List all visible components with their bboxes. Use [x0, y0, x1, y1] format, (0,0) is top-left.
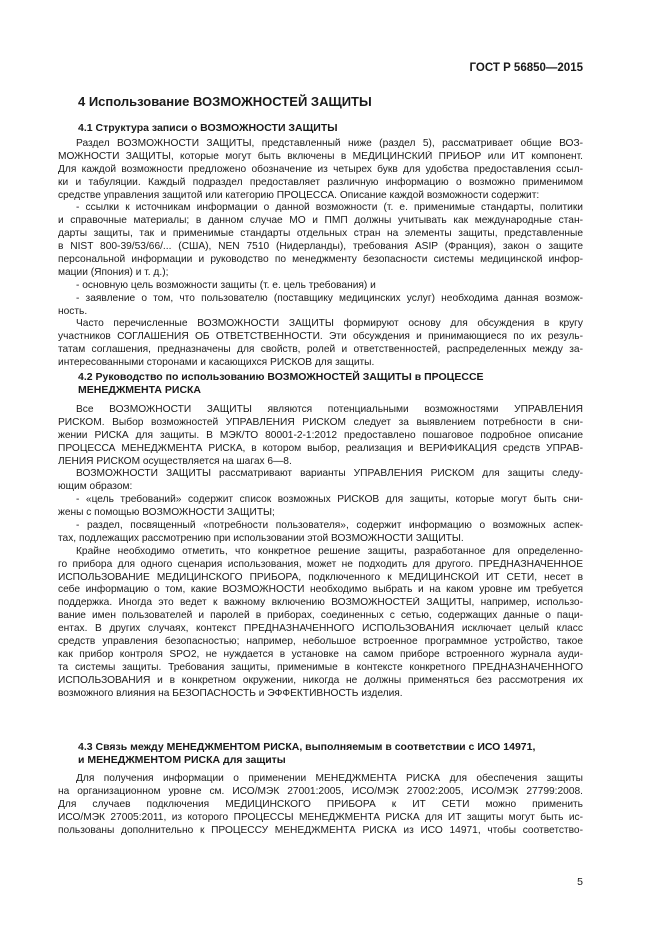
text-line: ентах. В других случаях, контекст ПРЕДНАЗНАЧЕННОГО ИСПОЛЬЗОВАНИЯ исключает целый класс: [58, 623, 583, 635]
text-line: Для случаев подключения МЕДИЦИНСКОГО ПРИБОРА к ИТ СЕТИ можно применить: [58, 798, 583, 810]
text-line: МОЖНОСТИ ЗАЩИТЫ, которые могут быть включены в МЕДИЦИНСКИЙ ПРИБОР или ИТ компонент.: [58, 150, 583, 162]
text-line: го прибора для одного сценария использования, может не подходить для другого. ПРЕДНАЗНАЧЕННОЕ: [58, 558, 583, 570]
text-line: - основную цель возможности защиты (т. е. цель требования) и: [76, 279, 376, 291]
text-line: в NIST 800-39/53/66/... (США), NEN 7510 (Нидерланды), требования ASIP (Франция), закон о защите: [58, 241, 583, 253]
text-line: ИСПОЛЬЗОВАНИЕ МЕДИЦИНСКОГО ПРИБОРА, подключенного к МЕДИЦИНСКОЙ ИТ СЕТИ, несет в: [58, 571, 583, 583]
text-line: жении РИСКА для защиты. В МЭК/ТО 80001-2-1:2012 предоставлено пошаговое подробное описание: [58, 429, 583, 441]
text-line: ЛЕНИЯ РИСКОМ осуществляется на шагах 6—8.: [58, 455, 292, 467]
subsection-heading-4-2-line2: МЕНЕДЖМЕНТА РИСКА: [78, 384, 202, 396]
text-line: Для каждой возможности предложено обозначение из четырех букв для удобства предоставления ссыл-: [58, 163, 583, 175]
text-line: тах, подлежащих рассмотрению при использовании этой ВОЗМОЖНОСТИ ЗАЩИТЫ.: [58, 532, 464, 544]
text-line: мации (Япония) и т. д.);: [58, 266, 169, 278]
text-line: интересованными сторонами и касающихся РИСКОВ для защиты.: [58, 357, 375, 369]
text-line: ПРОЦЕССА МЕНЕДЖМЕНТА РИСКА, в котором выбор, реализация и ВЕРИФИКАЦИЯ средств УПРАВ-: [58, 442, 583, 454]
subsection-4-1-body: [58, 138, 583, 370]
subsection-heading-4-2: [78, 371, 484, 397]
text-line: Часто перечисленные ВОЗМОЖНОСТИ ЗАЩИТЫ формируют основу для обсуждения в кругу: [76, 318, 583, 330]
text-line: и справочные материалы; в данном случае МО и ПМП должны учитывать как международные стан-: [58, 215, 583, 227]
page-number: 5: [577, 876, 583, 888]
text-line: РИСКОМ. Выбор возможностей УПРАВЛЕНИЯ РИСКОМ следует за выявлением потребности в сни-: [58, 416, 583, 428]
text-line: участников СОГЛАШЕНИЯ ОБ ОТВЕТСТВЕННОСТИ. Эти обсуждения и принимающиеся по их резуль-: [58, 331, 583, 343]
text-line: средстве управления защитой или категорию ПРОЦЕССА. Описание каждой возможности содержит:: [58, 189, 540, 201]
text-line: как прибор контроля SPO2, не нуждается в установке на самом приборе встроенного журнала ауди-: [58, 648, 583, 660]
text-line: ки и табуляции. Каждый подраздел предоставляет различную информацию о возможно применимом: [58, 176, 583, 188]
text-line: вание имен пользователей и паролей в приборах, соединенных с сетью, содержащих данные о паци-: [58, 610, 583, 622]
subsection-4-2-body: [58, 404, 583, 700]
text-line: татам соглашения, предназначены для свойств, ролей и ответственностей, распределенных между за-: [58, 344, 583, 356]
text-line: ность.: [58, 305, 88, 317]
text-line: персональной информации и руководство по менеджменту безопасности системы медицинской инфор-: [58, 254, 583, 266]
text-line: пользованы дополнительно к ПРОЦЕССУ МЕНЕДЖМЕНТА РИСКА из ИСО 14971, чтобы соответство-: [58, 824, 583, 836]
text-line: Для получения информации о применении МЕНЕДЖМЕНТА РИСКА для обеспечения защиты: [76, 773, 583, 784]
standard-designation: ГОСТ Р 56850—2015: [469, 62, 583, 74]
text-line: та системы защиты. Требования защиты, применимые в контексте конкретного ПРЕДНАЗНАЧЕННОГО: [58, 661, 583, 673]
subsection-4-3-body: [58, 773, 583, 837]
text-line: на организационном уровне см. ИСО/МЭК 27001:2005, ИСО/МЭК 27002:2005, ИСО/МЭК 27799:2008.: [58, 785, 583, 797]
section-title: 4 Использование ВОЗМОЖНОСТЕЙ ЗАЩИТЫ: [78, 94, 372, 109]
subsection-heading-4-3-line1: 4.3 Связь между МЕНЕДЖМЕНТОМ РИСКА, выполняемым в соответствии с ИСО 14971,: [78, 741, 536, 753]
subsection-heading-4-3: [78, 741, 535, 767]
text-line: дарты защиты, так и применимые стандарты отдельных стран на элементы защиты, представленные: [58, 228, 583, 240]
text-line: Раздел ВОЗМОЖНОСТИ ЗАЩИТЫ, представленный ниже (раздел 5), рассматривает общие ВОЗ-: [76, 138, 583, 149]
text-line: жены с помощью ВОЗМОЖНОСТИ ЗАЩИТЫ;: [58, 507, 275, 519]
text-line: - раздел, посвященный «потребности пользователя», содержит информацию о возможных аспек-: [76, 520, 583, 532]
text-line: - «цель требований» содержит список возможных РИСКОВ для защиты, которые могут быть сни-: [76, 494, 583, 506]
subsection-heading-4-3-line2: и МЕНЕДЖМЕНТОМ РИСКА для защиты: [78, 754, 286, 766]
text-line: поддержка. Иногда это ведет к важному включению ВОЗМОЖНОСТЕЙ ЗАЩИТЫ, например, использо-: [58, 597, 583, 609]
text-line: возможного влияния на БЕЗОПАСНОСТЬ и ЭФФЕКТИВНОСТЬ изделия.: [58, 687, 403, 699]
text-line: Все ВОЗМОЖНОСТИ ЗАЩИТЫ являются потенциальными возможностями УПРАВЛЕНИЯ: [76, 404, 583, 415]
text-line: ющим образом:: [58, 481, 133, 493]
subsection-heading-4-2-line1: 4.2 Руководство по использованию ВОЗМОЖНОСТЕЙ ЗАЩИТЫ в ПРОЦЕССЕ: [78, 371, 484, 383]
text-line: ИСО/МЭК 27005:2011, из которого ПРОЦЕССЫ МЕНЕДЖМЕНТА РИСКА для ИТ защиты могут быть ис-: [58, 811, 583, 823]
text-line: средств управления безопасностью; например, небольшое встроенное программное устройство, такое: [58, 636, 583, 648]
text-line: ИСПОЛЬЗОВАНИЯ и в конкретном окружении, никогда не должны применяться без рассмотрения их: [58, 674, 583, 686]
subsection-heading-4-1: 4.1 Структура записи о ВОЗМОЖНОСТИ ЗАЩИТЫ: [78, 122, 338, 134]
text-line: ВОЗМОЖНОСТИ ЗАЩИТЫ рассматривают варианты УПРАВЛЕНИЯ РИСКОМ для защиты следу-: [76, 468, 583, 480]
text-line: - заявление о том, что пользователю (поставщику медицинских услуг) необходима данная возмож-: [76, 292, 583, 304]
text-line: - ссылки к источникам информации о данной возможности (т. е. применимые стандарты, политики: [76, 202, 583, 214]
text-line: Крайне необходимо отметить, что конкретное решение защиты, разработанное для определенно-: [76, 545, 583, 557]
text-line: себе информацию о том, какие ВОЗМОЖНОСТИ необходимо выбрать и на каком уровне им требуется: [58, 584, 583, 596]
